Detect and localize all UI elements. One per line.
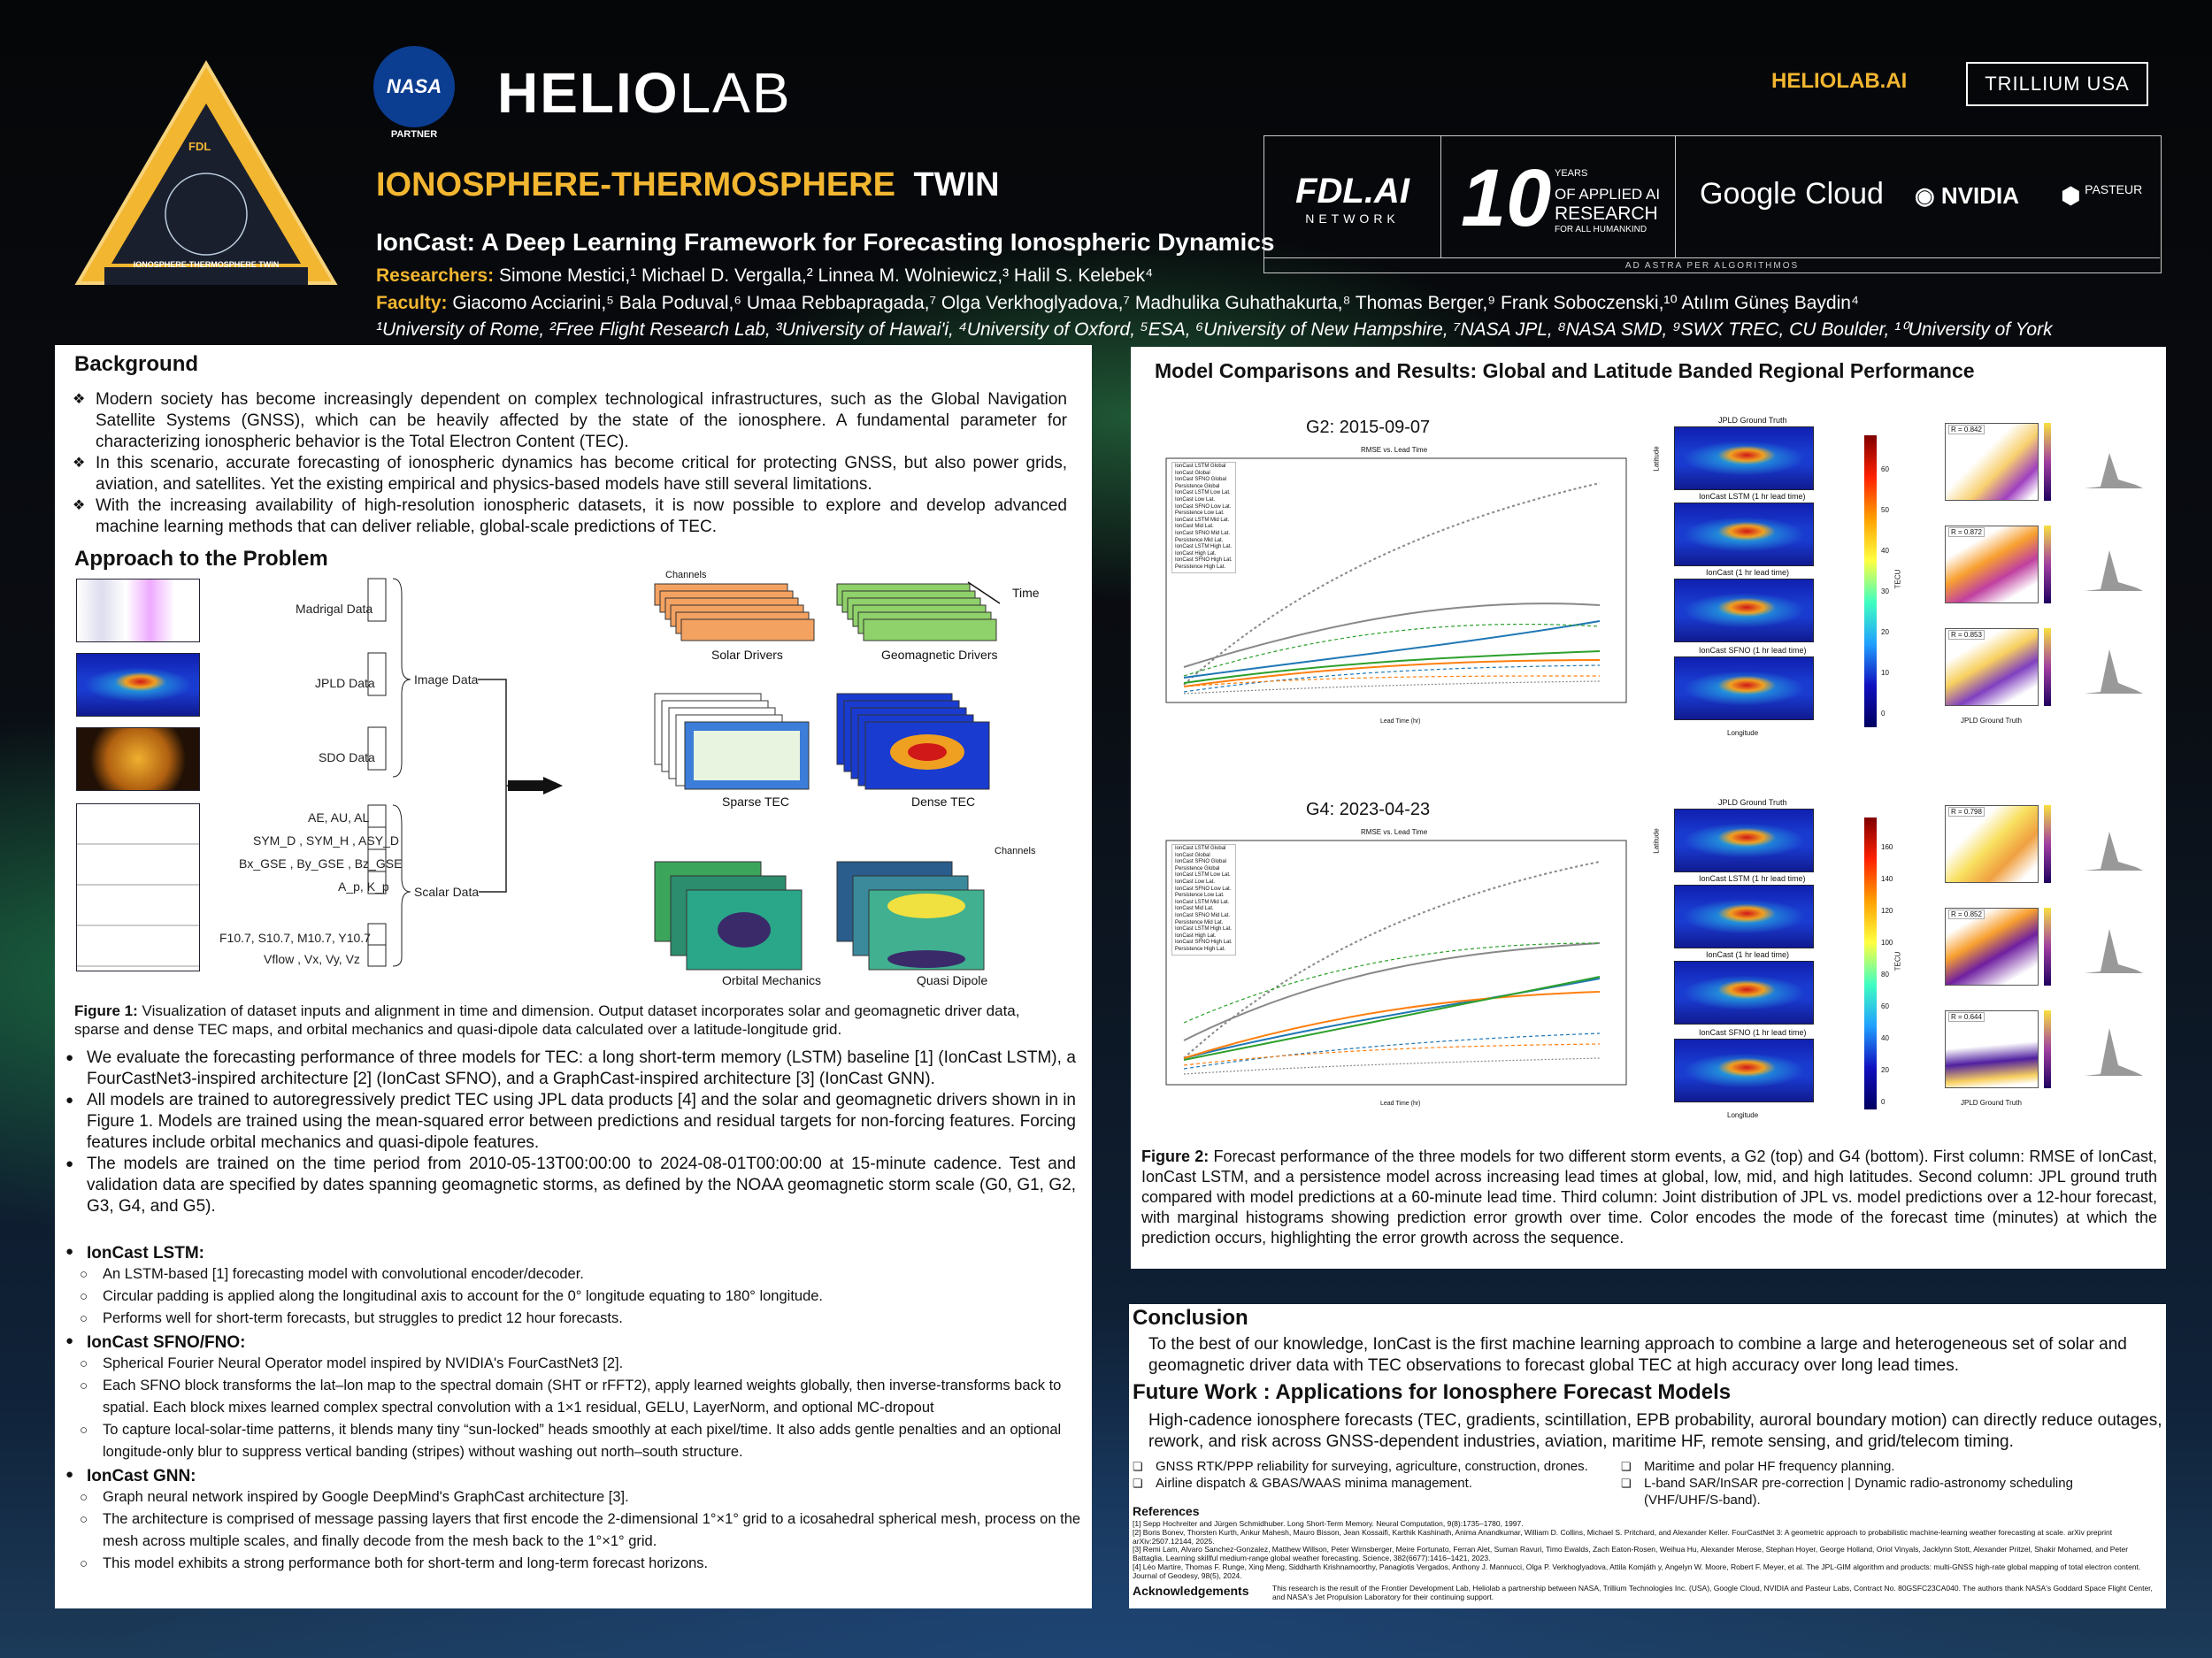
g4-line-plot <box>1148 825 1644 1117</box>
figure-2-caption <box>1141 1147 2157 1248</box>
twin-title <box>376 166 1000 204</box>
researchers-line <box>376 265 1153 287</box>
acknowledgements-title: Acknowledgements <box>1133 1584 1249 1598</box>
background-title: Background <box>74 352 199 376</box>
map-title: JPLD Ground Truth <box>1718 798 1787 807</box>
cbar-tick: 0 <box>1881 1098 1886 1106</box>
approach-title: Approach to the Problem <box>74 547 328 571</box>
sdo-label: SDO Data <box>319 750 375 764</box>
future-title: Future Work : Applications for Ionosphere Forecast Models <box>1133 1380 1732 1404</box>
g2-mini-cbar <box>2044 526 2051 603</box>
cbar-tick: 60 <box>1881 1002 1889 1010</box>
quasi-label: Quasi Dipole <box>917 973 988 987</box>
cbar-tick: 80 <box>1881 971 1889 979</box>
g2-xlabel: Lead Time (hr) <box>1380 718 1421 725</box>
approach-bullet: ● All models are trained to autoregressively predict TEC using JPL data products [4] and the solar and geomagnetic drivers shown in in Figure 1. Models are trained using the mean-squared error between predictions and residual targets for non-forcing features. Forcing features include orbital mechanics and quasi-dipole features. <box>65 1090 1076 1154</box>
g2-map-jpld <box>1674 426 1814 490</box>
image-data-label: Image Data <box>414 672 479 687</box>
pasteur-icon: ⬢ <box>2061 182 2081 209</box>
r-value: R = 0.842 <box>1948 425 1985 434</box>
ten-years: YEARS <box>1555 168 1588 179</box>
g4-map-ioncast <box>1674 961 1814 1025</box>
nasa-meatball-icon: NASA <box>373 46 455 127</box>
legend-item: Persistence Mid Lat. <box>1175 919 1224 925</box>
legend-item: IonCast Mid Lat. <box>1175 906 1214 912</box>
faculty-label: Faculty: <box>376 293 448 313</box>
g2-map-column <box>1649 418 1862 736</box>
g2-colorbar <box>1864 435 1877 727</box>
model-item: ○ This model exhibits a strong performance both for short-term and long-term forecast horizons. <box>78 1553 1083 1575</box>
lon-label: Longitude <box>1727 729 1759 737</box>
paper-title: IonCast: A Deep Learning Framework for Forecasting Ionospheric Dynamics <box>376 228 1275 256</box>
ten-big: 10 <box>1461 153 1552 243</box>
background-bullet: ❖ Modern society has become increasingly dependent on complex technological infrastructures, such as the Global Navigation Satellite Systems (GNSS), which can be heavily affected by the state of the ionosphere. A fundamental parameter for characterizing ionospheric behavior is the Total Electron Content (TEC). <box>71 389 1067 453</box>
heliolab-bold: HELIO <box>497 61 680 125</box>
g2-map-sfno <box>1674 656 1814 720</box>
future-left-list <box>1133 1458 1628 1492</box>
g4-scatter-lstm <box>1945 805 2039 883</box>
nvidia-eye-icon: ◉ <box>1915 182 1935 209</box>
map-title: JPLD Ground Truth <box>1718 416 1787 425</box>
google-cloud-logo: Google Cloud <box>1700 177 1884 211</box>
left-panel <box>55 345 1092 1608</box>
heliolab-logo <box>497 60 792 126</box>
g4-legend <box>1171 844 1236 956</box>
legend-item: Persistence High Lat. <box>1175 564 1226 570</box>
approach-bullet: ● The models are trained on the time period from 2010-05-13T00:00:00 to 2024-08-01T00:00:00 at 15-minute cadence. Test and validation data are specified by dates spanning geomagnetic storms, as defined by the NOAA geomagnetic storm scale (G0, G1, G2, G3, G4, and G5). <box>65 1154 1076 1217</box>
g2-legend <box>1171 462 1236 573</box>
ten-line2: RESEARCH <box>1555 203 1658 224</box>
future-right-list <box>1621 1458 2116 1508</box>
g2-mini-cbar <box>2044 628 2051 706</box>
legend-item: IonCast High Lat. <box>1175 933 1217 939</box>
scalar-data-label: Scalar Data <box>414 885 480 899</box>
conclusion-title: Conclusion <box>1133 1306 1248 1330</box>
g2-map-ioncast <box>1674 579 1814 642</box>
conclusion-text: To the best of our knowledge, IonCast is the first machine learning approach to combine a large and heterogeneous set of solar and geomagnetic driver data with TEC observations to forecast global TEC at high accuracy over long lead times. <box>1148 1335 2127 1375</box>
sponsor-box <box>1263 135 2162 273</box>
model-item: ○ An LSTM-based [1] forecasting model with convolutional encoder/decoder. <box>78 1263 1083 1286</box>
badge-bottom: IONOSPHERE-THERMOSPHERE TWIN <box>133 260 280 269</box>
triangle-badge-icon <box>69 55 343 294</box>
g2-tecu: TECU <box>1893 569 1902 589</box>
faculty-line <box>376 292 1859 314</box>
references-list <box>1133 1520 2161 1581</box>
acknowledgements-text: This research is the result of the Frontier Development Lab, Heliolab a partnership between NASA, Trillium Technologies Inc. (USA), Google Cloud, NVIDIA and Pasteur Labs, Contract No. 80GSFC23CA040. The authors thank NASA's Goddard Space Flight Center, and NASA's Jet Propulsion Laboratory for their continuing support. <box>1272 1584 2153 1601</box>
model-item: ○ Circular padding is applied along the longitudinal axis to account for the 0° longitude equating to 180° longitude. <box>78 1286 1083 1308</box>
trillium-logo: TRILLIUM USA <box>1966 62 2148 106</box>
g4-colorbar <box>1864 817 1877 1109</box>
g4-block <box>1148 800 2157 1118</box>
ten-years-logo <box>1441 136 1676 257</box>
legend-item: IonCast Mid Lat. <box>1175 524 1214 530</box>
legend-item: IonCast High Lat. <box>1175 550 1217 557</box>
g4-mini-cbar <box>2044 805 2051 883</box>
channels2-label: Channels <box>995 846 1036 856</box>
g4-map-column <box>1649 800 1862 1118</box>
cbar-tick: 0 <box>1881 710 1886 718</box>
orbital-label: Orbital Mechanics <box>722 973 822 987</box>
legend-item: IonCast Low Lat. <box>1175 879 1216 885</box>
references-title: References <box>1133 1504 1200 1518</box>
models-section <box>65 1240 1083 1575</box>
future-item: ❏ L-band SAR/InSAR pre-correction | Dynamic radio-astronomy scheduling (VHF/UHF/S-band). <box>1621 1475 2116 1508</box>
map-title: IonCast LSTM (1 hr lead time) <box>1699 492 1806 501</box>
g4-plot-title: RMSE vs. Lead Time <box>1361 828 1428 836</box>
map-title: IonCast (1 hr lead time) <box>1706 568 1790 577</box>
legend-item: IonCast Global <box>1175 852 1210 858</box>
madrigal-label: Madrigal Data <box>296 602 373 616</box>
g2-block <box>1148 418 2157 736</box>
g2-cbar-ticks <box>1881 449 1889 734</box>
map-title: IonCast SFNO (1 hr lead time) <box>1699 646 1807 655</box>
pasteur-logo <box>2061 182 2142 210</box>
r-value: R = 0.798 <box>1948 807 1985 817</box>
model-item: ○ Graph neural network inspired by Google DeepMind's GraphCast architecture [3]. <box>78 1486 1083 1508</box>
g2-scatter-ioncast <box>1945 526 2039 603</box>
heliolab-light: LAB <box>679 61 792 125</box>
g2-mini-cbar <box>2044 423 2051 501</box>
legend-item: IonCast Low Lat. <box>1175 496 1216 503</box>
g2-scatter-column <box>1927 418 2157 736</box>
pasteur-text: PASTEUR <box>2085 182 2143 196</box>
cbar-tick: 160 <box>1881 843 1893 851</box>
model-item: ○ Each SFNO block transforms the lat–lon map to the spectral domain (SHT or rFFT2), apply learned weights globally, then inverse-transforms back to spatial. Each block mixes learned complex spectral convolution with a 1×1 residual, GELU, LayerNorm, and optional MC-dropout <box>78 1375 1083 1419</box>
cbar-tick: 20 <box>1881 628 1889 636</box>
sparse-tec-label: Sparse TEC <box>722 794 789 809</box>
legend-item: IonCast SFNO Mid Lat. <box>1175 530 1231 536</box>
solar-drivers-label: Solar Drivers <box>711 648 783 662</box>
fdl-logo <box>1264 136 1441 257</box>
cbar-tick: 50 <box>1881 506 1889 514</box>
cbar-tick: 140 <box>1881 875 1893 883</box>
geomagnetic-drivers-label: Geomagnetic Drivers <box>881 648 998 662</box>
g4-cbar-ticks <box>1881 832 1893 1118</box>
r-value: R = 0.872 <box>1948 527 1985 537</box>
g4-map-lstm <box>1674 885 1814 948</box>
model-sfno-list <box>78 1353 1083 1463</box>
bxgse-label: Bx_GSE , By_GSE , Bz_GSE <box>239 856 403 871</box>
g2-hist-icon <box>2083 418 2145 718</box>
g2-scatter-sfno <box>1945 628 2039 706</box>
g4-xlabel: Lead Time (hr) <box>1380 1101 1421 1107</box>
g4-scatter-column <box>1927 800 2157 1118</box>
r-value: R = 0.852 <box>1948 910 1985 919</box>
dense-tec-label: Dense TEC <box>911 794 976 809</box>
legend-item: IonCast LSTM Global <box>1175 464 1226 469</box>
model-sfno-title: ● IonCast SFNO/FNO: <box>65 1333 1083 1353</box>
future-text: High-cadence ionosphere forecasts (TEC, gradients, scintillation, EPB probability, auroral boundary motion) can directly reduce outages, rework, and risk across GNSS-dependent industries, aviation, maritime HF, remote sensing, and grid/telecom timing. <box>1148 1411 2162 1451</box>
cbar-tick: 10 <box>1881 669 1889 677</box>
model-item: ○ Performs well for short-term forecasts, but struggles to predict 12 hour forecasts. <box>78 1308 1083 1330</box>
cbar-tick: 40 <box>1881 547 1889 555</box>
fdl-badge <box>69 55 343 294</box>
g4-lat-label: Latitude <box>1652 828 1661 854</box>
figure-1 <box>74 570 1083 991</box>
g4-title: G4: 2023-04-23 <box>1306 800 1431 819</box>
g2-scatter-xlabel: JPLD Ground Truth <box>1961 717 2022 725</box>
g2-map-lstm <box>1674 503 1814 566</box>
model-item: ○ The architecture is comprised of message passing layers that first encode the 2-dimensional 1°×1° grid to a icosahedral spherical mesh, process on the mesh across multiple scales, and finally decode from the mesh back to the 1°×1° grid. <box>78 1508 1083 1553</box>
results-title: Model Comparisons and Results: Global and Latitude Banded Regional Performance <box>1155 359 1975 382</box>
legend-item: IonCast SFNO Global <box>1175 859 1227 865</box>
legend-item: IonCast LSTM High Lat. <box>1175 926 1233 933</box>
g4-tecu: TECU <box>1893 951 1902 971</box>
model-item: ○ Spherical Fourier Neural Operator model inspired by NVIDIA's FourCastNet3 [2]. <box>78 1353 1083 1375</box>
ten-line1: OF APPLIED AI <box>1555 186 1661 203</box>
model-lstm-title: ● IonCast LSTM: <box>65 1244 1083 1263</box>
channels-label: Channels <box>665 570 707 580</box>
reference-item: [3] Remi Lam, Alvaro Sanchez-Gonzalez, Matthew Willson, Peter Wirnsberger, Meire Fortunato, Ferran Alet, Suman Ravuri, Timo Ewalds, Zach Eaton-Rosen, Weihua Hu, Alexander Merose, Stephan Hoyer, George Holland, Oriol Vinyals, Jacklynn Stott, Alexander Pritzel, Shakir Mohamed, and Peter Battaglia. Learning skillful medium-range global weather forecasting. Science, 382(6677):1416–1421, 2023. <box>1133 1545 2129 1563</box>
model-item: ○ To capture local-solar-time patterns, it blends many tiny “sun-locked” heads smoothly at each pixel/time. It also adds gentle penalties and an optional longitude-only blur to suppress vertical banding (stripes) without washing out north–south structure. <box>78 1419 1083 1463</box>
badge-org: FDL <box>188 140 211 153</box>
map-title: IonCast (1 hr lead time) <box>1706 950 1790 959</box>
twin-title-colored: IONOSPHERE-THERMOSPHERE <box>376 166 895 203</box>
apkp-label: A_p, K_p <box>338 879 389 894</box>
legend-item: IonCast SFNO Mid Lat. <box>1175 912 1231 918</box>
f107-label: F10.7, S10.7, M10.7, Y10.7 <box>219 931 371 945</box>
legend-item: IonCast LSTM Mid Lat. <box>1175 517 1230 523</box>
time-label: Time <box>1012 586 1040 600</box>
g4-scatter-xlabel: JPLD Ground Truth <box>1961 1099 2022 1107</box>
g2-plot-title: RMSE vs. Lead Time <box>1361 446 1428 454</box>
results-panel <box>1131 347 2166 1269</box>
nvidia-text: NVIDIA <box>1940 182 2020 209</box>
ae-label: AE, AU, AL <box>308 810 370 825</box>
legend-item: IonCast SFNO Low Lat. <box>1175 886 1232 892</box>
fig2-caption-label: Figure 2: <box>1141 1148 1210 1165</box>
g4-mini-cbar <box>2044 908 2051 986</box>
legend-item: IonCast Global <box>1175 470 1210 476</box>
fig1-stacks-icon <box>649 570 1074 986</box>
g4-mini-cbar <box>2044 1010 2051 1088</box>
madrigal-map <box>76 579 200 642</box>
lon-label: Longitude <box>1727 1111 1759 1119</box>
sdo-map <box>76 727 200 791</box>
model-gnn-list <box>78 1486 1083 1575</box>
g4-scatter-sfno <box>1945 1010 2039 1088</box>
reference-item: [4] Léo Martire, Thomas F. Runge, Xing Meng, Siddharth Krishnamoorthy, Panagiotis Vergados, Anthony J. Mannucci, Olga P. Verkhoglyadova, Attila Komjáth y, Angelyn W. Moore, Robert F. Meyer, et al. The JPL-GIM algorithm and products: multi-GNSS high-rate global mapping of total electron content. Journal of Geodesy, 98(5), 2024. <box>1133 1562 2141 1580</box>
faculty: Giacomo Acciarini,⁵ Bala Poduval,⁶ Umaa Rebbapragada,⁷ Olga Verkhoglyadova,⁷ Madhulika Guhathakurta,⁸ Thomas Berger,⁹ Frank Soboczenski,¹⁰ Atılım Güneş Baydin⁴ <box>452 293 1859 313</box>
reference-item: [2] Boris Bonev, Thorsten Kurth, Ankur Mahesh, Mauro Bisson, Jean Kossaifi, Karthik Kashinath, Anima Anandkumar, William D. Collins, Michael S. Pritchard, and Alexander Keller. FourCastNet 3: A geometric approach to probabilistic machine-learning weather forecasting at scale. arXiv preprint arXiv:2507.12144, 2025. <box>1133 1527 2113 1546</box>
future-item: ❏ Maritime and polar HF frequency planning. <box>1621 1458 2116 1475</box>
cbar-tick: 20 <box>1881 1066 1889 1074</box>
approach-bullet: ● We evaluate the forecasting performance of three models for TEC: a long short-term memory (LSTM) baseline [1] (IonCast LSTM), a FourCastNet3-inspired architecture [2] (IonCast SFNO), and a GraphCast-inspired architecture [3] (IonCast GNN). <box>65 1048 1076 1090</box>
nasa-partner: PARTNER <box>390 129 438 140</box>
legend-item: Persistence Global <box>1175 865 1220 871</box>
legend-item: Persistence Low Lat. <box>1175 893 1225 899</box>
g4-map-sfno <box>1674 1039 1814 1102</box>
fig1-connector-icon <box>366 577 685 984</box>
affiliations: ¹University of Rome, ²Free Flight Research Lab, ³University of Hawai'i, ⁴University of Oxford, ⁵ESA, ⁶University of New Hampshire, ⁷NASA JPL, ⁸NASA SMD, ⁹SWX TREC, CU Boulder, ¹⁰University of York <box>376 319 2053 340</box>
jpld-map <box>76 653 200 717</box>
legend-item: IonCast LSTM Low Lat. <box>1175 872 1231 879</box>
map-title: IonCast LSTM (1 hr lead time) <box>1699 874 1806 883</box>
nvidia-logo <box>1915 182 2019 210</box>
nasa-logo <box>373 46 472 143</box>
g4-hist-icon <box>2083 800 2145 1101</box>
map-title: IonCast SFNO (1 hr lead time) <box>1699 1028 1807 1037</box>
legend-item: Persistence Global <box>1175 483 1220 489</box>
r-value: R = 0.644 <box>1948 1012 1985 1022</box>
researchers-label: Researchers: <box>376 265 495 286</box>
r-value: R = 0.853 <box>1948 630 1985 640</box>
legend-item: IonCast LSTM Global <box>1175 846 1226 851</box>
future-item: ❏ GNSS RTK/PPP reliability for surveying, agriculture, construction, drones. <box>1133 1458 1628 1475</box>
cbar-tick: 30 <box>1881 587 1889 595</box>
legend-item: IonCast SFNO Low Lat. <box>1175 503 1232 510</box>
figure-1-caption <box>74 1002 1065 1039</box>
fdl-sub: NETWORK <box>1305 211 1400 226</box>
approach-list <box>65 1048 1076 1217</box>
legend-item: IonCast LSTM Mid Lat. <box>1175 899 1230 905</box>
sym-label: SYM_D , SYM_H , ASY_D <box>253 833 399 848</box>
fdl-text: FDL.AI <box>1295 172 1409 211</box>
future-item: ❏ Airline dispatch & GBAS/WAAS minima management. <box>1133 1475 1628 1492</box>
g2-lat-label: Latitude <box>1652 446 1661 472</box>
fig1-caption-label: Figure 1: <box>74 1002 138 1019</box>
g2-scatter-lstm <box>1945 423 2039 501</box>
g2-title: G2: 2015-09-07 <box>1306 418 1431 437</box>
fig2-caption-text: Forecast performance of the three models for two different storm events, a G2 (top) and G4 (bottom). First column: RMSE of IonCast, IonCast LSTM, and a persistence model across increasing lead times at global, low, mid, and high latitudes. Second column: JPL ground truth compared with model predictions at a 60-minute lead time. Third column: Joint distribution of JPL vs. model predictions over a 12-hour forecast, with marginal histograms showing prediction error growth over time. Color encodes the mode of the forecast time (minutes) at which the prediction occurs, highlighting the error growth across the sequence. <box>1141 1148 2157 1247</box>
researchers: Simone Mestici,¹ Michael D. Vergalla,² Linnea M. Wolniewicz,³ Halil S. Kelebek⁴ <box>498 265 1154 286</box>
legend-item: IonCast SFNO Global <box>1175 477 1227 483</box>
ten-line3: FOR ALL HUMANKIND <box>1555 225 1647 234</box>
legend-item: Persistence Mid Lat. <box>1175 537 1224 543</box>
reference-item: [1] Sepp Hochreiter and Jürgen Schmidhuber. Long Short-Term Memory. Neural Computation, 9(8):1735–1780, 1997. <box>1133 1519 1524 1528</box>
sponsor-motto: AD ASTRA PER ALGORITHMOS <box>1264 257 2160 271</box>
cbar-tick: 100 <box>1881 939 1893 947</box>
legend-item: Persistence High Lat. <box>1175 946 1226 952</box>
legend-item: IonCast LSTM Low Lat. <box>1175 490 1231 496</box>
background-bullet: ❖ With the increasing availability of high-resolution ionospheric datasets, it is now possible to explore and develop advanced machine learning methods that can deliver reliable, global-scale predictions of TEC. <box>71 495 1067 538</box>
jpld-label: JPLD Data <box>315 676 375 690</box>
legend-item: IonCast LSTM High Lat. <box>1175 544 1233 550</box>
cbar-tick: 40 <box>1881 1034 1889 1042</box>
scalar-plots <box>76 803 200 971</box>
g4-scatter-ioncast <box>1945 908 2039 986</box>
legend-item: IonCast SFNO High Lat. <box>1175 557 1233 564</box>
legend-item: Persistence Low Lat. <box>1175 510 1225 517</box>
model-gnn-title: ● IonCast GNN: <box>65 1467 1083 1486</box>
g4-map-jpld <box>1674 809 1814 872</box>
cbar-tick: 120 <box>1881 907 1893 915</box>
background-bullet: ❖ In this scenario, accurate forecasting of ionospheric dynamics has become critical for protecting GNSS, but also power grids, aviation, and satellites. Yet the existing empirical and physics-based models have still several limitations. <box>71 453 1067 495</box>
conclusion-panel <box>1129 1304 2166 1608</box>
g2-line-plot <box>1148 442 1644 734</box>
heliolab-link[interactable]: HELIOLAB.AI <box>1771 69 1908 93</box>
background-list <box>71 389 1067 538</box>
fig1-caption-text: Visualization of dataset inputs and alignment in time and dimension. Output dataset incorporates solar and geomagnetic driver data, sparse and dense TEC maps, and orbital mechanics and quasi-dipole data calculated over a latitude-longitude grid. <box>74 1002 1020 1038</box>
vflow-label: Vflow , Vx, Vy, Vz <box>264 952 360 966</box>
model-lstm-list <box>78 1263 1083 1330</box>
cbar-tick: 60 <box>1881 465 1889 473</box>
twin-title-white: TWIN <box>913 166 1000 203</box>
legend-item: IonCast SFNO High Lat. <box>1175 940 1233 946</box>
